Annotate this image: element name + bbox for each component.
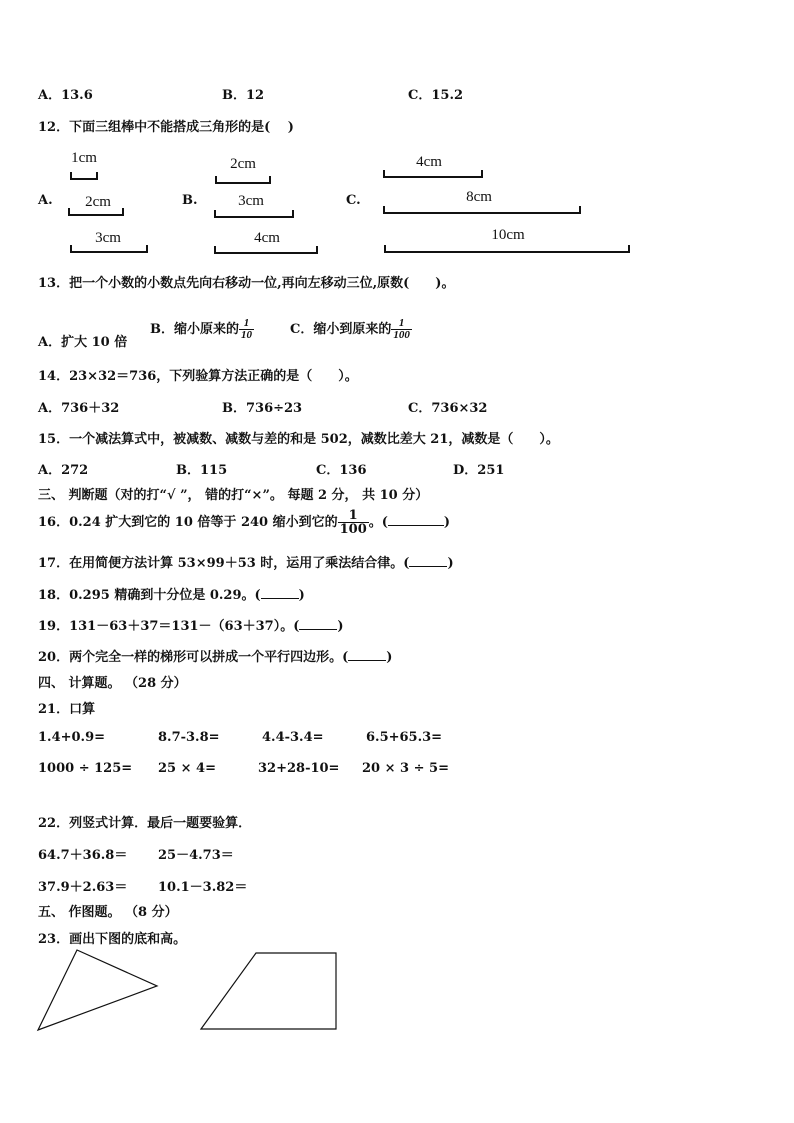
triangle-figure bbox=[38, 950, 157, 1030]
q11-option-a: A．13.6 bbox=[38, 88, 93, 103]
q13-option-b-fraction bbox=[239, 318, 254, 341]
q13-option-b bbox=[150, 310, 254, 350]
q18-text: 18．0.295 精确到十分位是 0.29。( bbox=[38, 588, 261, 603]
q18-close: ) bbox=[298, 588, 305, 603]
q13-option-c bbox=[290, 310, 412, 350]
q21-r1-c2: 8.7-3.8= bbox=[158, 730, 220, 745]
q17-answer-blank[interactable] bbox=[409, 554, 447, 567]
stick-b3-label: 4cm bbox=[254, 230, 280, 246]
q12-label-c: C. bbox=[346, 193, 361, 208]
q15-option-a: A．272 bbox=[38, 463, 89, 478]
q21-r1-c3: 4.4-3.4= bbox=[262, 730, 324, 745]
q21-stem: 21．口算 bbox=[38, 702, 96, 717]
fraction-denominator: 100 bbox=[339, 522, 367, 537]
q21-r2-c2: 25 × 4= bbox=[158, 761, 216, 776]
trapezoid-figure bbox=[201, 953, 336, 1029]
q20 bbox=[38, 646, 392, 665]
q14-stem: 14．23×32＝736，下列验算方法正确的是（ ）。 bbox=[38, 369, 358, 384]
q20-text: 20．两个完全一样的梯形可以拼成一个平行四边形。( bbox=[38, 650, 349, 665]
q22-r2-c1: 37.9＋2.63＝ bbox=[38, 880, 128, 895]
q17 bbox=[38, 552, 454, 571]
q16-text: 16．0.24 扩大到它的 10 倍等于 240 缩小到它的 bbox=[38, 515, 338, 530]
q13-option-c-text: C．缩小到原来的 bbox=[290, 322, 392, 337]
q15-option-c: C．136 bbox=[316, 463, 367, 478]
q21-r2-c3: 32+28-10= bbox=[258, 761, 340, 776]
q13-option-b-text: B．缩小原来的 bbox=[150, 322, 239, 337]
stick-c3 bbox=[384, 245, 630, 253]
q19-close: ) bbox=[337, 619, 344, 634]
q22-r1-c1: 64.7＋36.8＝ bbox=[38, 848, 128, 863]
q14-option-b: B．736÷23 bbox=[222, 401, 303, 416]
q19 bbox=[38, 615, 344, 634]
q14-option-a: A．736＋32 bbox=[38, 401, 120, 416]
stick-b2 bbox=[214, 210, 294, 218]
fraction-numerator: 1 bbox=[348, 508, 358, 523]
stick-c3-label: 10cm bbox=[491, 227, 525, 243]
stick-a3-label: 3cm bbox=[95, 230, 121, 246]
q12-label-a: A. bbox=[38, 193, 53, 208]
stick-a2 bbox=[68, 208, 124, 216]
q12-label-b: B. bbox=[182, 193, 198, 208]
q18 bbox=[38, 584, 305, 603]
q13-stem: 13．把一个小数的小数点先向右移动一位,再向左移动三位,原数( )。 bbox=[38, 276, 455, 291]
stick-c2 bbox=[383, 206, 581, 214]
q17-close: ) bbox=[447, 556, 454, 571]
q22-r1-c2: 25－4.73＝ bbox=[158, 848, 234, 863]
fraction-numerator: 1 bbox=[398, 317, 405, 329]
q20-close: ) bbox=[386, 650, 393, 665]
stick-a3 bbox=[70, 245, 148, 253]
stick-a1-label: 1cm bbox=[71, 150, 97, 166]
section-5-heading: 五、 作图题。 （8 分） bbox=[38, 905, 178, 920]
stick-a2-label: 2cm bbox=[85, 194, 111, 210]
q14-option-c: C．736×32 bbox=[408, 401, 488, 416]
fraction-denominator: 10 bbox=[241, 329, 252, 341]
q21-r1-c1: 1.4+0.9= bbox=[38, 730, 106, 745]
stick-b3 bbox=[214, 246, 318, 254]
q23-stem: 23．画出下图的底和高。 bbox=[38, 932, 187, 947]
q11-option-c: C．15.2 bbox=[408, 88, 464, 103]
q16-fraction bbox=[338, 509, 369, 536]
stick-b1 bbox=[215, 176, 271, 184]
q20-answer-blank[interactable] bbox=[348, 648, 386, 661]
q16-close: ) bbox=[443, 515, 451, 530]
stick-c2-label: 8cm bbox=[466, 189, 492, 205]
section-4-heading: 四、 计算题。 （28 分） bbox=[38, 676, 187, 691]
q12-stem: 12．下面三组棒中不能搭成三角形的是( ) bbox=[38, 120, 294, 135]
q15-option-d: D．251 bbox=[453, 463, 505, 478]
q23-figures bbox=[0, 940, 400, 1040]
fraction-numerator: 1 bbox=[243, 317, 250, 329]
stick-a1 bbox=[70, 172, 98, 180]
q21-r2-c1: 1000 ÷ 125= bbox=[38, 761, 133, 776]
q21-r1-c4: 6.5+65.3= bbox=[366, 730, 443, 745]
q13-option-a: A．扩大 10 倍 bbox=[38, 335, 128, 350]
q19-text: 19．131－63＋37＝131－（63＋37）。( bbox=[38, 619, 300, 634]
q19-answer-blank[interactable] bbox=[299, 617, 337, 630]
section-3-heading: 三、 判断题（对的打“√ ”， 错的打“×”。 每题 2 分， 共 10 分） bbox=[38, 488, 429, 503]
stick-c1 bbox=[383, 170, 483, 178]
q22-r2-c2: 10.1－3.82＝ bbox=[158, 880, 248, 895]
fraction-denominator: 100 bbox=[393, 329, 410, 341]
stick-b2-label: 3cm bbox=[238, 193, 264, 209]
q16-text-post: 。( bbox=[368, 515, 388, 530]
q22-stem: 22．列竖式计算．最后一题要验算． bbox=[38, 816, 252, 831]
q13-option-c-fraction bbox=[391, 318, 412, 341]
q21-r2-c4: 20 × 3 ÷ 5= bbox=[362, 761, 449, 776]
q16-answer-blank[interactable] bbox=[388, 513, 444, 526]
q11-option-b: B．12 bbox=[222, 88, 265, 103]
q17-text: 17．在用简便方法计算 53×99＋53 时，运用了乘法结合律。( bbox=[38, 556, 410, 571]
stick-b1-label: 2cm bbox=[230, 156, 256, 172]
q15-option-b: B．115 bbox=[176, 463, 228, 478]
stick-c1-label: 4cm bbox=[416, 154, 442, 170]
q16 bbox=[38, 506, 450, 540]
q15-stem: 15．一个减法算式中，被减数、减数与差的和是 502，减数比差大 21，减数是（ ）。 bbox=[38, 432, 559, 447]
q18-answer-blank[interactable] bbox=[261, 586, 299, 599]
